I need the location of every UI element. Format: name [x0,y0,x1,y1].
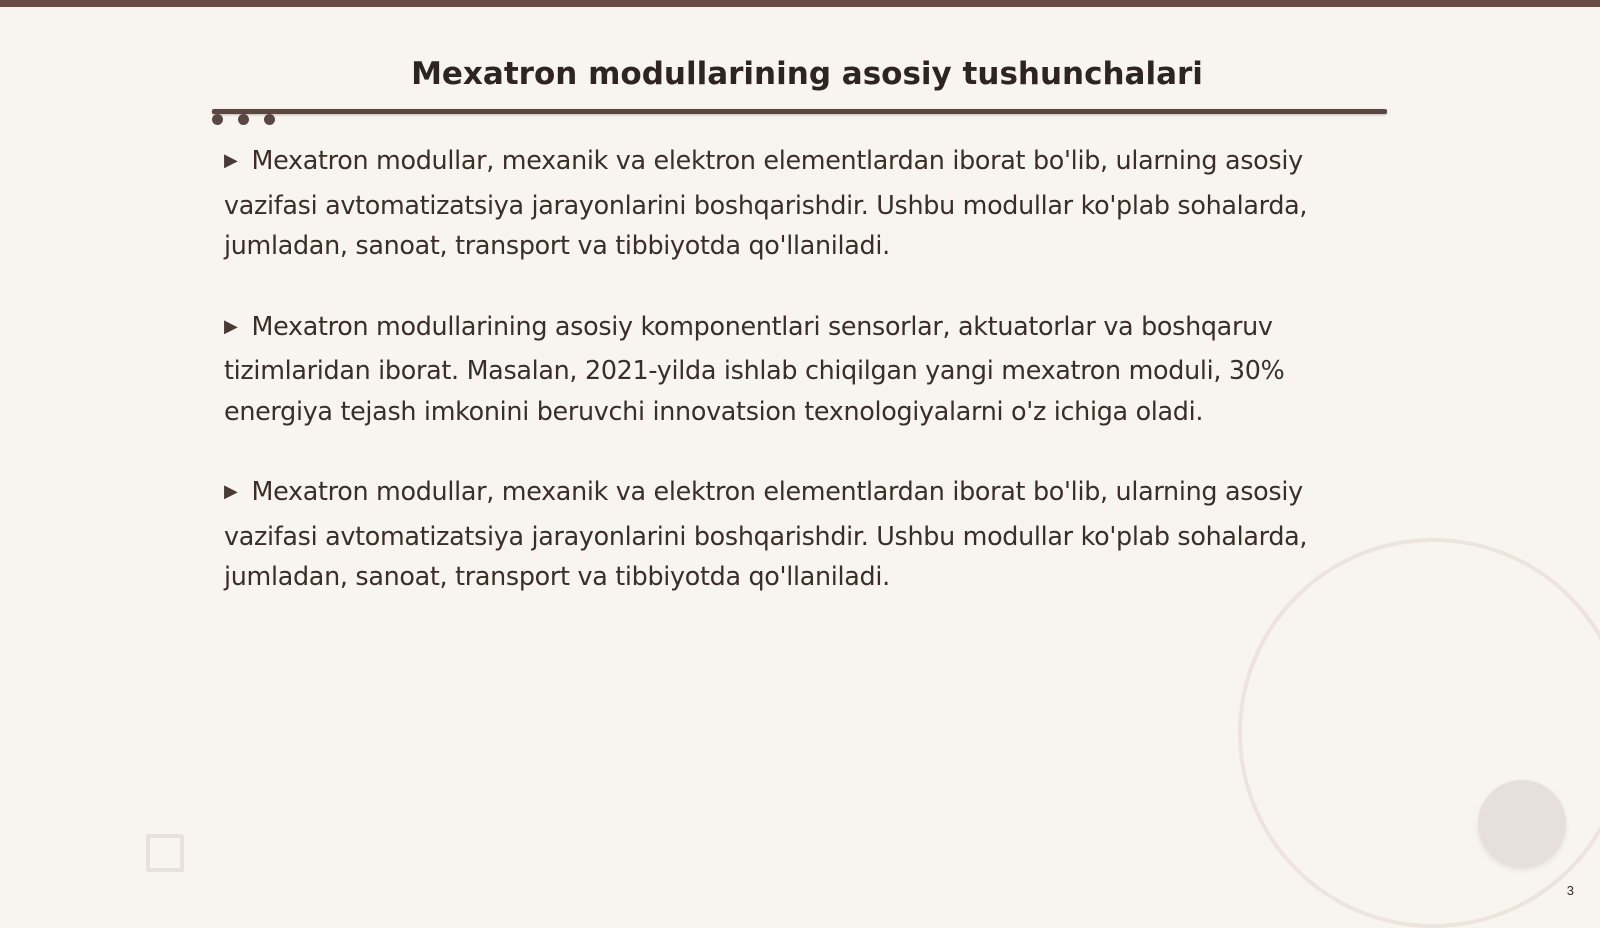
title-dots-decoration [212,114,292,126]
bullet-arrow-icon: ▶ [224,481,238,502]
dot-2 [238,114,249,125]
decorative-square [146,834,184,872]
bullet-text-1: Mexatron modullar, mexanik va elektron elementlardan iborat bo'lib, ularning asosiy vazifasi avtomatizatsiya jarayonlarini boshqarishdir. Ushbu modullar ko'plab sohalarda, jumladan, sanoat, transport va tibbiyotda qo'llaniladi. [224,145,1308,260]
bullet-arrow-icon: ▶ [224,315,238,337]
page-number: 3 [1566,883,1574,898]
dot-1 [212,114,223,125]
bullet-paragraph-2 [224,306,1384,432]
decorative-ring [1238,538,1600,928]
bullet-paragraph-3 [224,471,1384,597]
slide-body [224,140,1384,637]
title-underline [212,109,1387,114]
slide-title: Mexatron modullarining asosiy tushunchalari [411,56,1203,92]
decorative-disc [1478,780,1566,868]
bullet-text-2: Mexatron modullarining asosiy komponentlari sensorlar, aktuatorlar va boshqaruv tizimlaridan iborat. Masalan, 2021-yilda ishlab chiqilgan yangi mexatron moduli, 30% energiya tejash imkonini beruvchi innovatsion texnologiyalarni o'z ichiga oladi. [224,310,1285,426]
dot-3 [264,114,275,125]
bullet-paragraph-1 [224,140,1384,266]
top-accent-bar [0,0,1600,7]
bullet-arrow-icon: ▶ [224,150,238,171]
bullet-text-3: Mexatron modullar, mexanik va elektron elementlardan iborat bo'lib, ularning asosiy vazifasi avtomatizatsiya jarayonlarini boshqarishdir. Ushbu modullar ko'plab sohalarda, jumladan, sanoat, transport va tibbiyotda qo'llaniladi. [224,476,1308,591]
